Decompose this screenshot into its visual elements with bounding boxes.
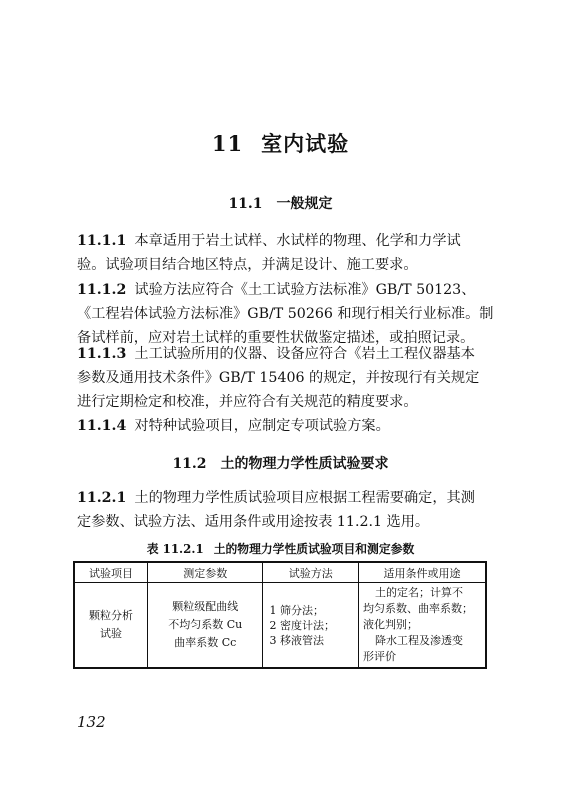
table-row xyxy=(74,583,486,669)
cell-line: 1 筛分法； xyxy=(269,603,324,617)
cell-methods xyxy=(263,583,359,669)
cell-line: 降水工程及渗透变 xyxy=(375,634,464,647)
section-number: 11.1 xyxy=(228,196,263,212)
column-header: 适用条件或用途 xyxy=(359,562,486,583)
clause-number: 11.1.1 xyxy=(77,233,127,249)
clause-number: 11.1.3 xyxy=(77,346,127,362)
cell-usage xyxy=(359,583,486,669)
page-number: 132 xyxy=(77,713,106,731)
cell-line: 3 移液管法 xyxy=(269,633,324,647)
section-heading-1 xyxy=(0,193,561,213)
clause-11-1-2 xyxy=(77,278,494,350)
table-caption xyxy=(0,540,561,557)
clause-line: 《工程岩体试验方法标准》GB/T 50266 和现行相关行业标准。制 xyxy=(77,306,494,322)
clause-number: 11.2.1 xyxy=(77,490,127,506)
cell-line: 试验 xyxy=(100,627,123,640)
clause-line xyxy=(77,414,486,438)
cell-line: 不均匀系数 Cu xyxy=(168,618,243,631)
cell-line: 液化判别； xyxy=(363,618,419,631)
clause-11-2-1 xyxy=(77,486,486,534)
cell-line: 土的定名；计算不 xyxy=(375,586,464,599)
column-header: 测定参数 xyxy=(148,562,263,583)
clause-line: 参数及通用技术条件》GB/T 15406 的规定，并按现行有关规定 xyxy=(77,370,480,386)
clause-11-1-1 xyxy=(77,229,486,277)
chapter-number: 11 xyxy=(211,131,244,156)
clause-11-1-4 xyxy=(77,414,486,438)
cell-line: 曲率系数 Cc xyxy=(174,636,237,649)
cell-line: 颗粒分析 xyxy=(89,609,134,622)
cell-test-item xyxy=(74,583,148,669)
clause-number: 11.1.4 xyxy=(77,418,127,434)
clause-line: 定参数、试验方法、适用条件或用途按表 11.2.1 选用。 xyxy=(77,514,430,530)
clause-line xyxy=(77,342,486,366)
table-number: 表 11.2.1 xyxy=(146,542,204,556)
chapter-title xyxy=(0,128,561,158)
chapter-title-text: 室内试验 xyxy=(261,131,350,156)
section-title: 一般规定 xyxy=(276,196,333,212)
section-heading-2 xyxy=(0,453,561,473)
clause-line: 进行定期检定和校准，并应符合有关规范的精度要求。 xyxy=(77,394,418,410)
clause-line: 验。试验项目结合地区特点，并满足设计、施工要求。 xyxy=(77,257,418,273)
table-title: 土的物理力学性质试验项目和测定参数 xyxy=(213,542,415,556)
clause-text: 土的物理力学性质试验项目应根据工程需要确定，其测 xyxy=(134,490,475,506)
clause-line xyxy=(77,229,486,253)
clause-text: 本章适用于岩土试样、水试样的物理、化学和力学试 xyxy=(134,233,461,249)
column-header: 试验方法 xyxy=(263,562,359,583)
cell-line: 2 密度计法； xyxy=(269,618,335,632)
cell-parameters xyxy=(148,583,263,669)
clause-text: 对特种试验项目，应制定专项试验方案。 xyxy=(134,418,390,434)
test-parameter-table xyxy=(73,561,487,669)
section-title: 土的物理力学性质试验要求 xyxy=(220,456,389,472)
clause-text: 土工试验所用的仪器、设备应符合《岩土工程仪器基本 xyxy=(134,346,475,362)
clause-line xyxy=(77,486,486,510)
clause-line: 备试样前，应对岩土试样的重要性状做鉴定描述，或拍照记录。 xyxy=(77,330,475,346)
cell-line: 颗粒级配曲线 xyxy=(172,600,239,613)
column-header: 试验项目 xyxy=(74,562,148,583)
clause-11-1-3 xyxy=(77,342,486,414)
clause-number: 11.1.2 xyxy=(77,282,127,298)
cell-line: 均匀系数、曲率系数； xyxy=(363,602,474,615)
table-header-row xyxy=(74,562,486,583)
clause-text: 试验方法应符合《土工试验方法标准》GB/T 50123、 xyxy=(134,282,476,298)
section-number: 11.2 xyxy=(172,456,207,472)
cell-line: 形评价 xyxy=(363,650,397,663)
clause-line xyxy=(77,278,486,302)
